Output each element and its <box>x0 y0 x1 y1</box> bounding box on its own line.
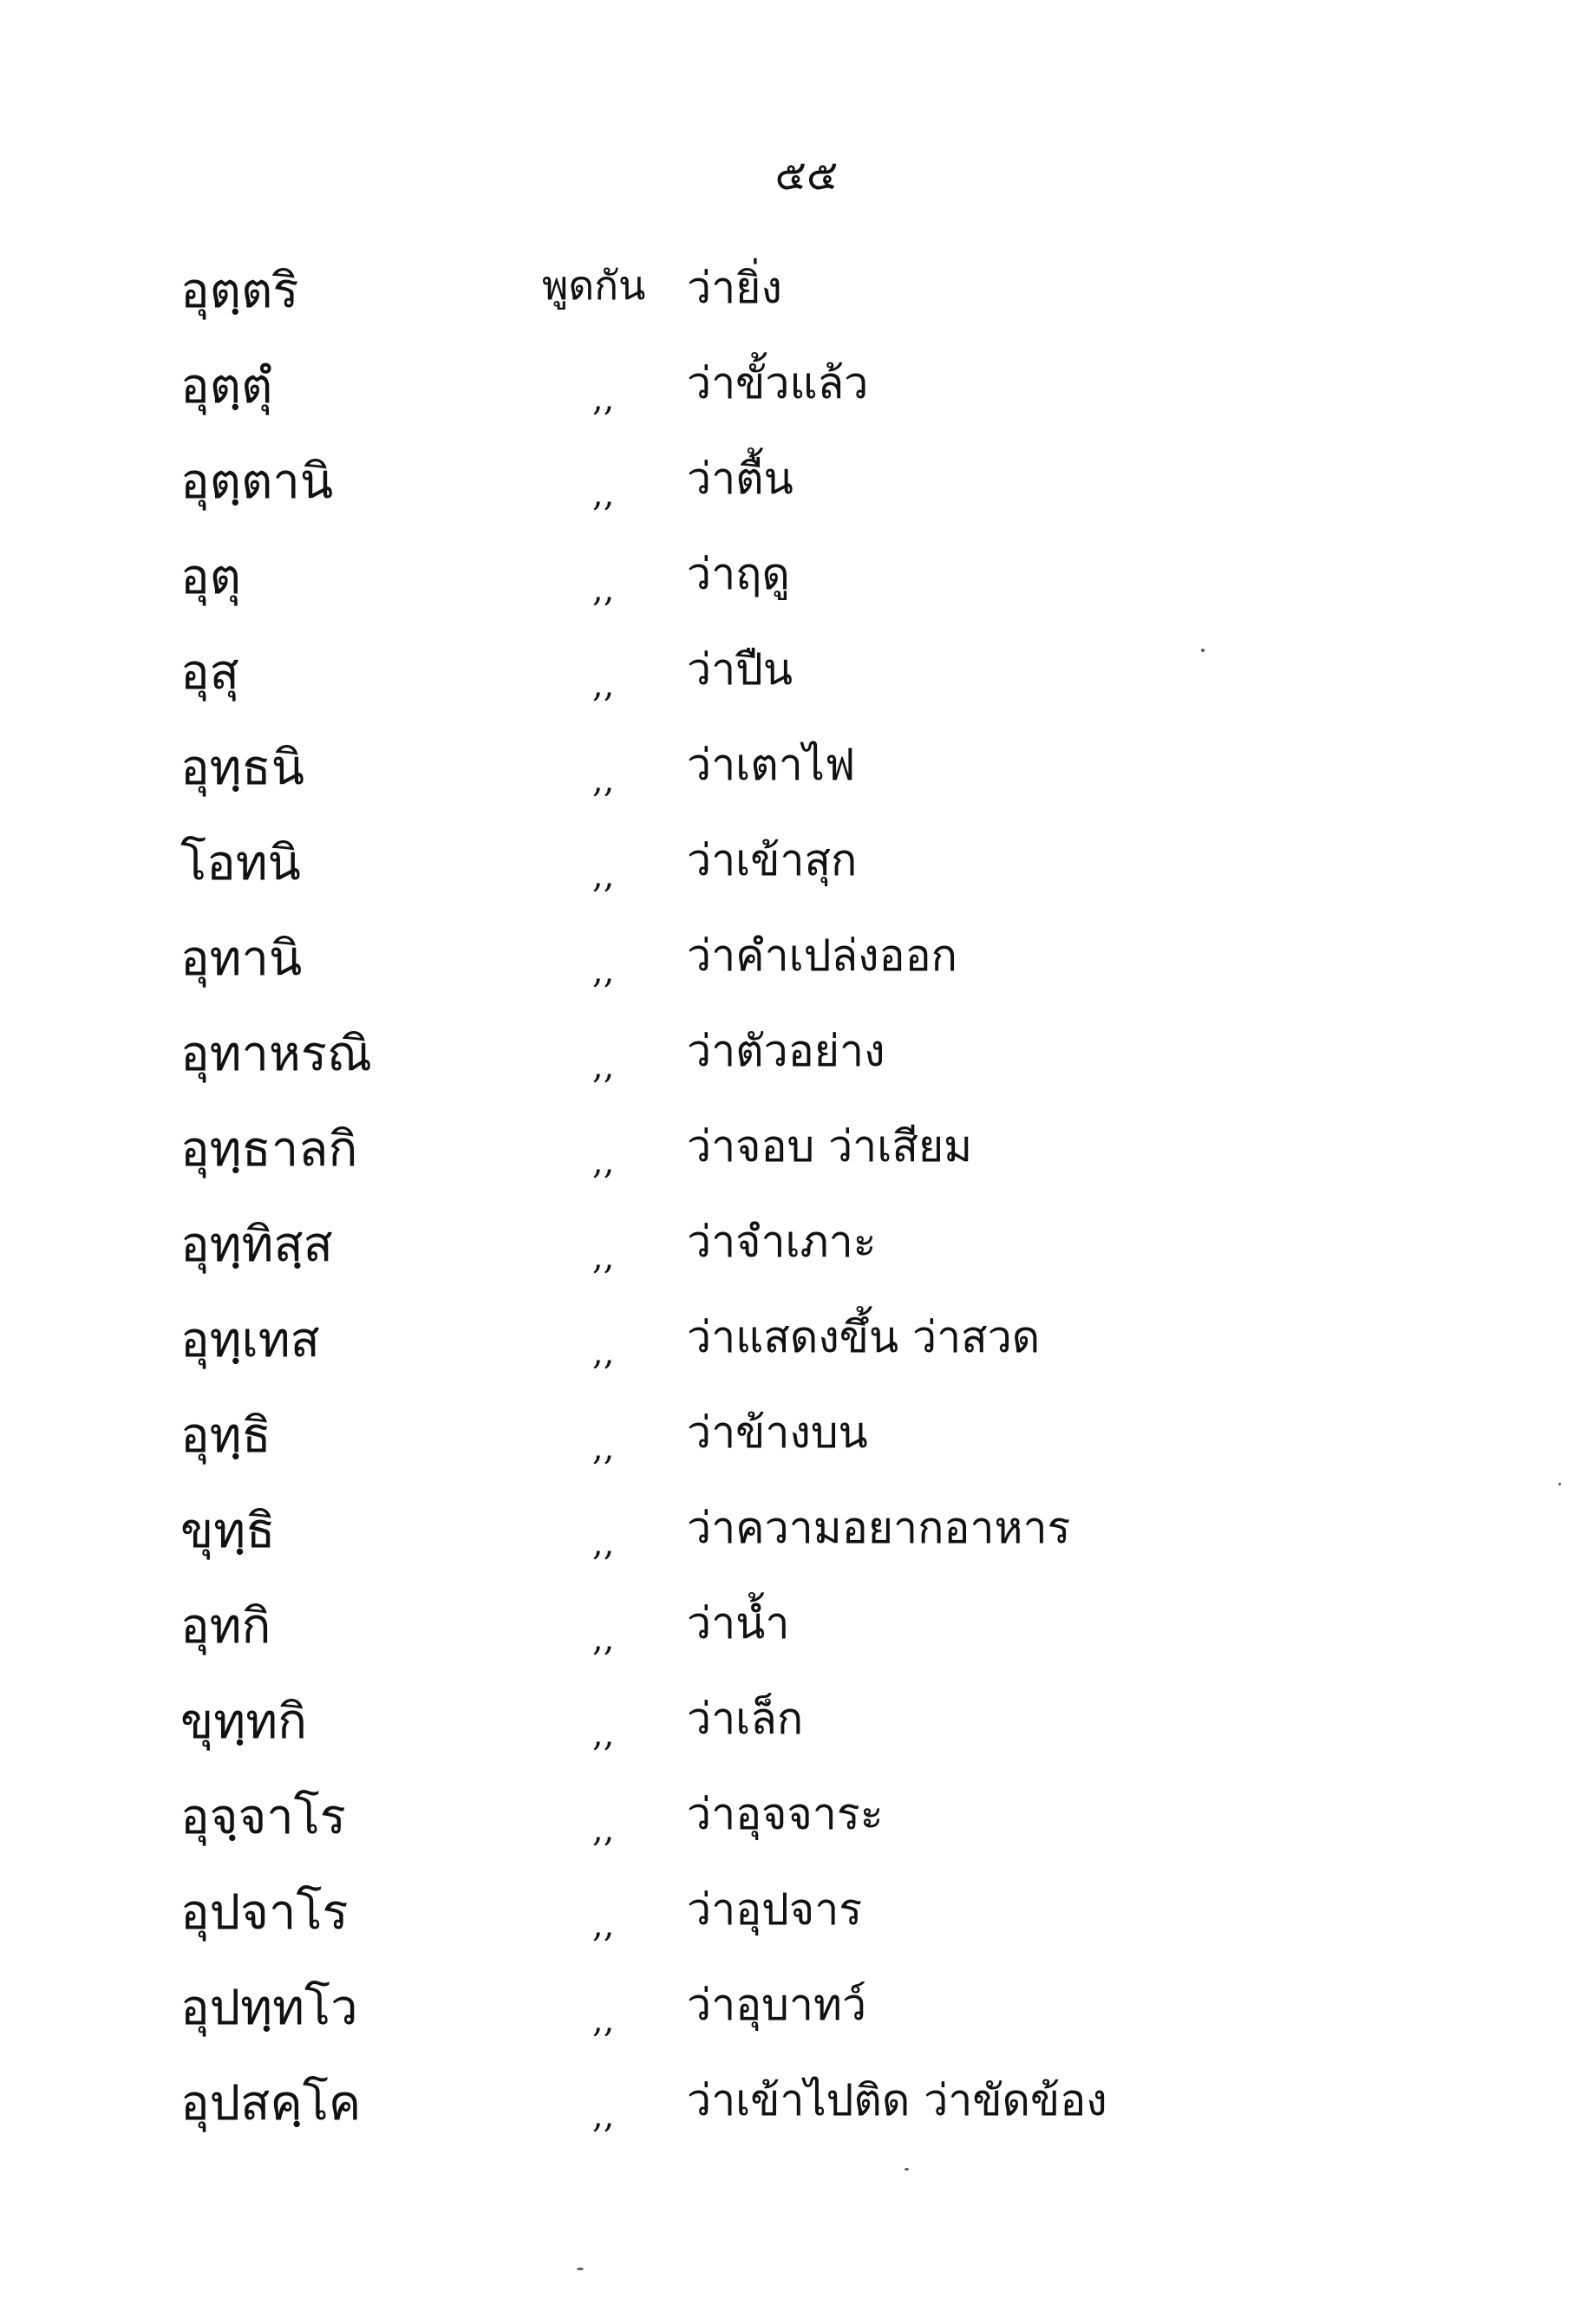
ditto-mark: ,, <box>592 1810 615 1850</box>
entry-term: อุทฺธาลกิ <box>180 1121 358 1178</box>
glossary-entry <box>0 1873 1587 1968</box>
entry-term: อุทฺธนิ <box>180 740 305 796</box>
glossary-entry <box>0 1015 1587 1110</box>
ditto-mark: ,, <box>592 2001 615 2040</box>
entry-meaning: ว่าอุบาทว์ <box>687 1980 867 2030</box>
ditto-mark: ,, <box>592 1428 615 1468</box>
entry-meaning: ว่าอุปจาร <box>687 1884 863 1935</box>
entry-meaning: ว่ายิ่ง <box>687 263 782 313</box>
entry-term: อุทฺทิสฺส <box>180 1217 333 1273</box>
scan-speck <box>577 2268 584 2270</box>
ditto-mark: ,, <box>592 856 615 896</box>
entry-meaning: ว่าความอยากอาหาร <box>687 1503 1071 1553</box>
entry-term: โอทนิ <box>180 835 301 891</box>
entry-term: อุตฺตานิ <box>180 454 334 510</box>
page-number: ๕๕ <box>774 151 839 199</box>
glossary-entry <box>0 1110 1587 1205</box>
entry-term: ขุทฺทกิ <box>180 1694 308 1750</box>
ditto-mark: ,, <box>592 1619 615 1659</box>
entry-term: อุปจาโร <box>180 1884 349 1941</box>
entry-meaning: ว่าเข้าสุก <box>687 835 858 885</box>
ditto-mark: ,, <box>592 1237 615 1277</box>
entry-term: อุทานิ <box>180 930 303 987</box>
entry-term: อุปทฺทโว <box>180 1980 358 2036</box>
entry-meaning: ว่าจำเภาะ <box>687 1217 877 1267</box>
ditto-mark: ,, <box>592 1524 615 1563</box>
entry-meaning: ว่าปืน <box>687 644 794 695</box>
glossary-entry <box>0 347 1587 442</box>
entry-meaning: ว่าตัวอย่าง <box>687 1026 885 1076</box>
ditto-mark: ,, <box>592 570 615 610</box>
glossary-entry <box>0 824 1587 919</box>
entry-meaning: ว่าแสดงขึ้น ว่าสวด <box>687 1312 1041 1362</box>
scan-speck <box>905 2168 909 2171</box>
ditto-mark: ,, <box>592 951 615 991</box>
glossary-entry <box>0 1778 1587 1873</box>
entry-meaning: ว่าเล็ก <box>687 1694 804 1744</box>
entry-meaning: ว่าฤดู <box>687 549 790 599</box>
entry-term: อุสุ <box>180 644 239 701</box>
glossary-entry <box>0 633 1587 728</box>
glossary-entry <box>0 1205 1587 1301</box>
ditto-mark: ,, <box>592 665 615 705</box>
glossary-entry <box>0 1301 1587 1396</box>
glossary-entry <box>0 538 1587 633</box>
entry-meaning: ว่าน้ำ <box>687 1598 790 1648</box>
entry-term: อุจฺจาโร <box>180 1789 346 1845</box>
ditto-mark: ,, <box>592 2096 615 2136</box>
entry-meaning: ว่าตื้น <box>687 454 794 504</box>
entry-term: อุทฺเทส <box>180 1312 320 1368</box>
glossary-entry <box>0 728 1587 824</box>
glossary-entry <box>0 1587 1587 1682</box>
entry-term: อุปสคฺโค <box>180 2075 362 2131</box>
glossary-entry <box>0 442 1587 538</box>
glossary-entry <box>0 2064 1587 2159</box>
entry-term: อุทกิ <box>180 1598 271 1655</box>
entry-term: อุทาหรณิ <box>180 1026 372 1082</box>
ditto-mark: ,, <box>592 379 615 419</box>
entry-meaning: ว่าเข้าไปติด ว่าขัดข้อง <box>687 2075 1107 2125</box>
ditto-mark: ,, <box>592 1905 615 1945</box>
entry-meaning: ว่าขั้วแล้ว <box>687 358 869 408</box>
ditto-mark: ,, <box>592 474 615 514</box>
entry-meaning: ว่าจอบ ว่าเสียม <box>687 1121 973 1172</box>
entry-term: อุตฺตริ <box>180 263 299 319</box>
entry-meaning: ว่าข้างบน <box>687 1407 868 1458</box>
entry-term: ขุทฺธิ <box>180 1503 276 1559</box>
ditto-mark: ,, <box>592 1047 615 1087</box>
ditto-mark: ,, <box>592 761 615 800</box>
glossary-entry <box>0 251 1587 347</box>
entry-marker: พูดกัน <box>542 262 646 309</box>
glossary-entry <box>0 1968 1587 2064</box>
glossary-list <box>0 251 1587 2159</box>
glossary-entry <box>0 919 1587 1015</box>
scan-speck <box>1558 1483 1561 1485</box>
entry-term: อุตุ <box>180 549 241 605</box>
scan-speck <box>1201 649 1205 652</box>
glossary-entry <box>0 1682 1587 1778</box>
glossary-entry <box>0 1396 1587 1492</box>
entry-meaning: ว่าอุจจาระ <box>687 1789 884 1839</box>
ditto-mark: ,, <box>592 1333 615 1373</box>
entry-meaning: ว่าเตาไฟ <box>687 740 856 790</box>
entry-term: อุทฺธิ <box>180 1407 271 1464</box>
ditto-mark: ,, <box>592 1142 615 1182</box>
glossary-entry <box>0 1492 1587 1587</box>
entry-term: อุตฺตุํ <box>180 358 273 415</box>
ditto-mark: ,, <box>592 1714 615 1754</box>
entry-meaning: ว่าคำเปล่งออก <box>687 930 957 981</box>
